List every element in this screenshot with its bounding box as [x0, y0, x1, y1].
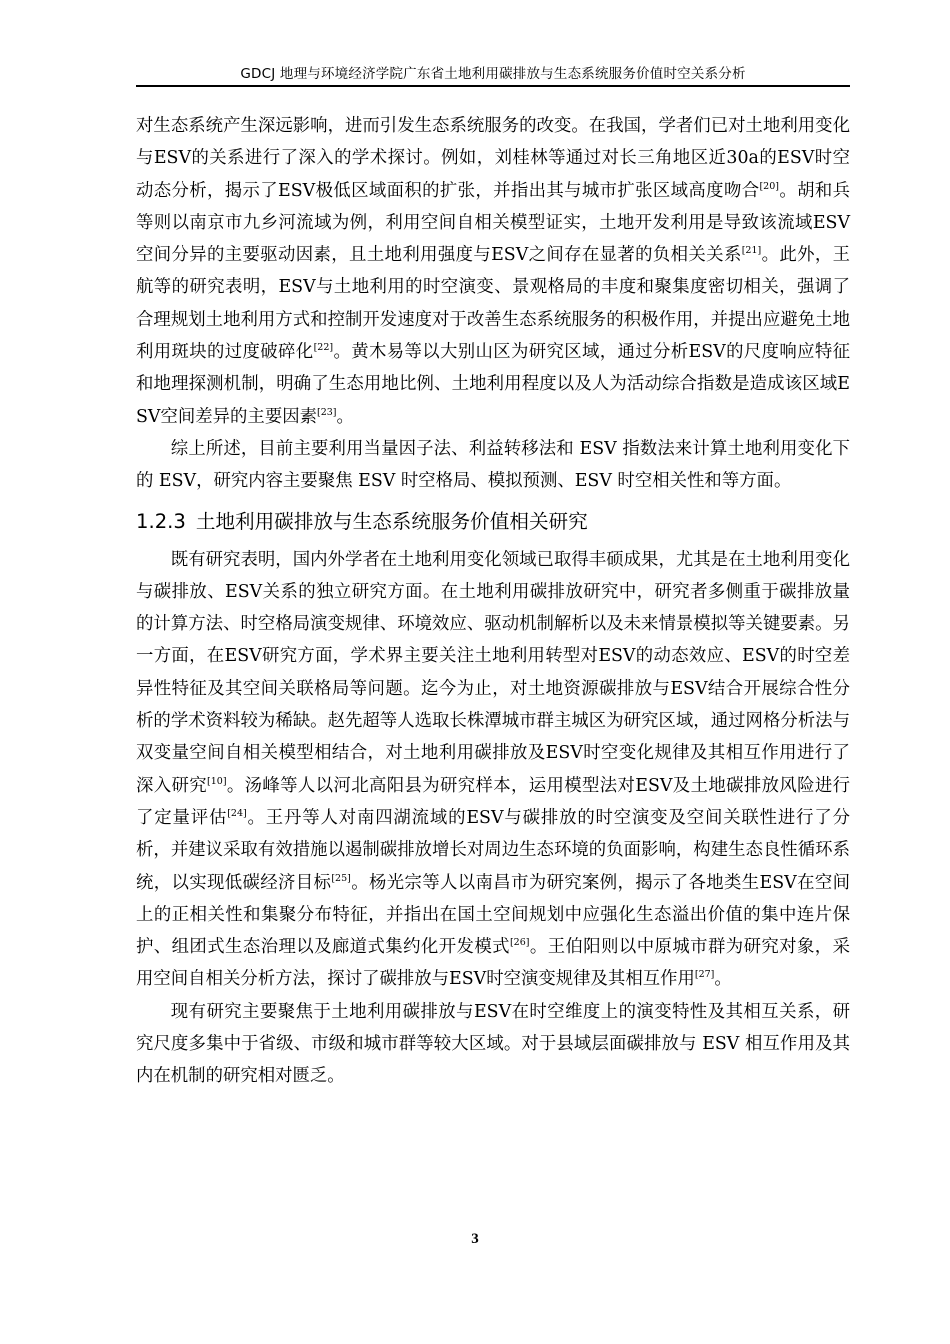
- citation-ref: [21]: [741, 245, 762, 257]
- paragraph-text: 。胡和兵等则以南京市九乡河流域为例，利用空间自相关模型证实，土地开发利用是导致该流域ESV空间分异的主要驱动因素，且土地利用强度与ESV之间存在显著的负相关关系: [136, 180, 850, 266]
- citation-ref: [26]: [509, 937, 530, 949]
- body-paragraph: [136, 110, 850, 433]
- paragraph-text: 。此外，王航等的研究表明，ESV与土地利用的时空演变、景观格局的丰度和聚集度密切相关，强调了合理规划土地利用方式和控制开发速度对于改善生态系统服务的积极作用，并提出应避免土地利用斑块的过度破碎化: [136, 245, 850, 363]
- paragraph-text: 。黄木易等以大别山区为研究区域，通过分析ESV的尺度响应特征和地理探测机制，明确了生态用地比例、土地利用程度以及人为活动综合指数是造成该区域ESV空间差异的主要因素: [136, 342, 850, 427]
- body-text: [136, 110, 850, 1093]
- paragraph-text: 。杨光宗等人以南昌市为研究案例，揭示了各地类生ESV在空间上的正相关性和集聚分布特征，并指出在国土空间规划中应强化生态溢出价值的集中连片保护、组团式生态治理以及廊道式集约化开发模式: [136, 872, 850, 958]
- section-number: 1.2.3: [136, 509, 186, 533]
- citation-ref: [10]: [207, 775, 227, 787]
- page-number: 3: [471, 1231, 479, 1247]
- body-paragraph: [136, 433, 850, 498]
- paragraph-text: 。汤峰等人以河北高阳县为研究样本，运用模型法对ESV及土地碳排放风险进行了定量评估: [136, 775, 850, 828]
- paragraph-text: 。王伯阳则以中原城市群为研究对象，采用空间自相关分析方法，探讨了碳排放与ESV时空演变规律及其相互作用: [136, 937, 850, 990]
- paragraph-text: 现有研究主要聚焦于土地利用碳排放与ESV在时空维度上的演变特性及其相互关系，研究尺度多集中于省级、市级和城市群等较大区域。对于县域层面碳排放与 ESV 相互作用及其内在机制的研究相对匮乏。: [136, 1001, 850, 1087]
- citation-ref: [25]: [331, 872, 351, 884]
- section-heading: [136, 504, 850, 540]
- citation-ref: [23]: [317, 406, 337, 418]
- paragraph-text: 。: [336, 406, 354, 427]
- paragraph-text: 对生态系统产生深远影响，进而引发生态系统服务的改变。在我国，学者们已对土地利用变化与ESV的关系进行了深入的学术探讨。例如，刘桂林等通过对长三角地区近30a的ESV时空动态分析，揭示了ESV极低区域面积的扩张，并指出其与城市扩张区域高度吻合: [136, 116, 850, 201]
- citation-ref: [27]: [694, 969, 715, 981]
- paragraph-text: 。: [714, 969, 732, 990]
- body-paragraph: [136, 996, 850, 1093]
- body-paragraph: [136, 544, 850, 996]
- citation-ref: [20]: [759, 180, 779, 192]
- paragraph-text: 。王丹等人对南四湖流域的ESV与碳排放的时空演变及空间关联性进行了分析，并建议采取有效措施以遏制碳排放增长对周边生态环境的负面影响，构建生态良性循环系统，以实现低碳经济目标: [136, 807, 850, 893]
- header-rule: [136, 85, 850, 87]
- running-header: GDCJ 地理与环境经济学院广东省土地利用碳排放与生态系统服务价值时空关系分析: [240, 66, 746, 82]
- citation-ref: [22]: [313, 342, 334, 354]
- paragraph-text: 综上所述，目前主要利用当量因子法、利益转移法和 ESV 指数法来计算土地利用变化下的 ESV，研究内容主要聚焦 ESV 时空格局、模拟预测、ESV 时空相关性和等方面。: [136, 438, 850, 492]
- citation-ref: [24]: [227, 808, 247, 820]
- paragraph-text: 既有研究表明，国内外学者在土地利用变化领域已取得丰硕成果，尤其是在土地利用变化与碳排放、ESV关系的独立研究方面。在土地利用碳排放研究中，研究者多侧重于碳排放量的计算方法、时空格局演变规律、环境效应、驱动机制解析以及未来情景模拟等关键要素。另一方面，在ESV研究方面，学术界主要关注土地利用转型对ESV的动态效应、ESV的时空差异性特征及其空间关联格局等问题。迄今为止，对土地资源碳排放与ESV结合开展综合性分析的学术资料较为稀缺。赵先超等人选取长株潭城市群主城区为研究区域，通过网格分析法与双变量空间自相关模型相结合，对土地利用碳排放及ESV时空变化规律及其相互作用进行了深入研究: [136, 549, 850, 796]
- section-title: 土地利用碳排放与生态系统服务价值相关研究: [195, 509, 588, 533]
